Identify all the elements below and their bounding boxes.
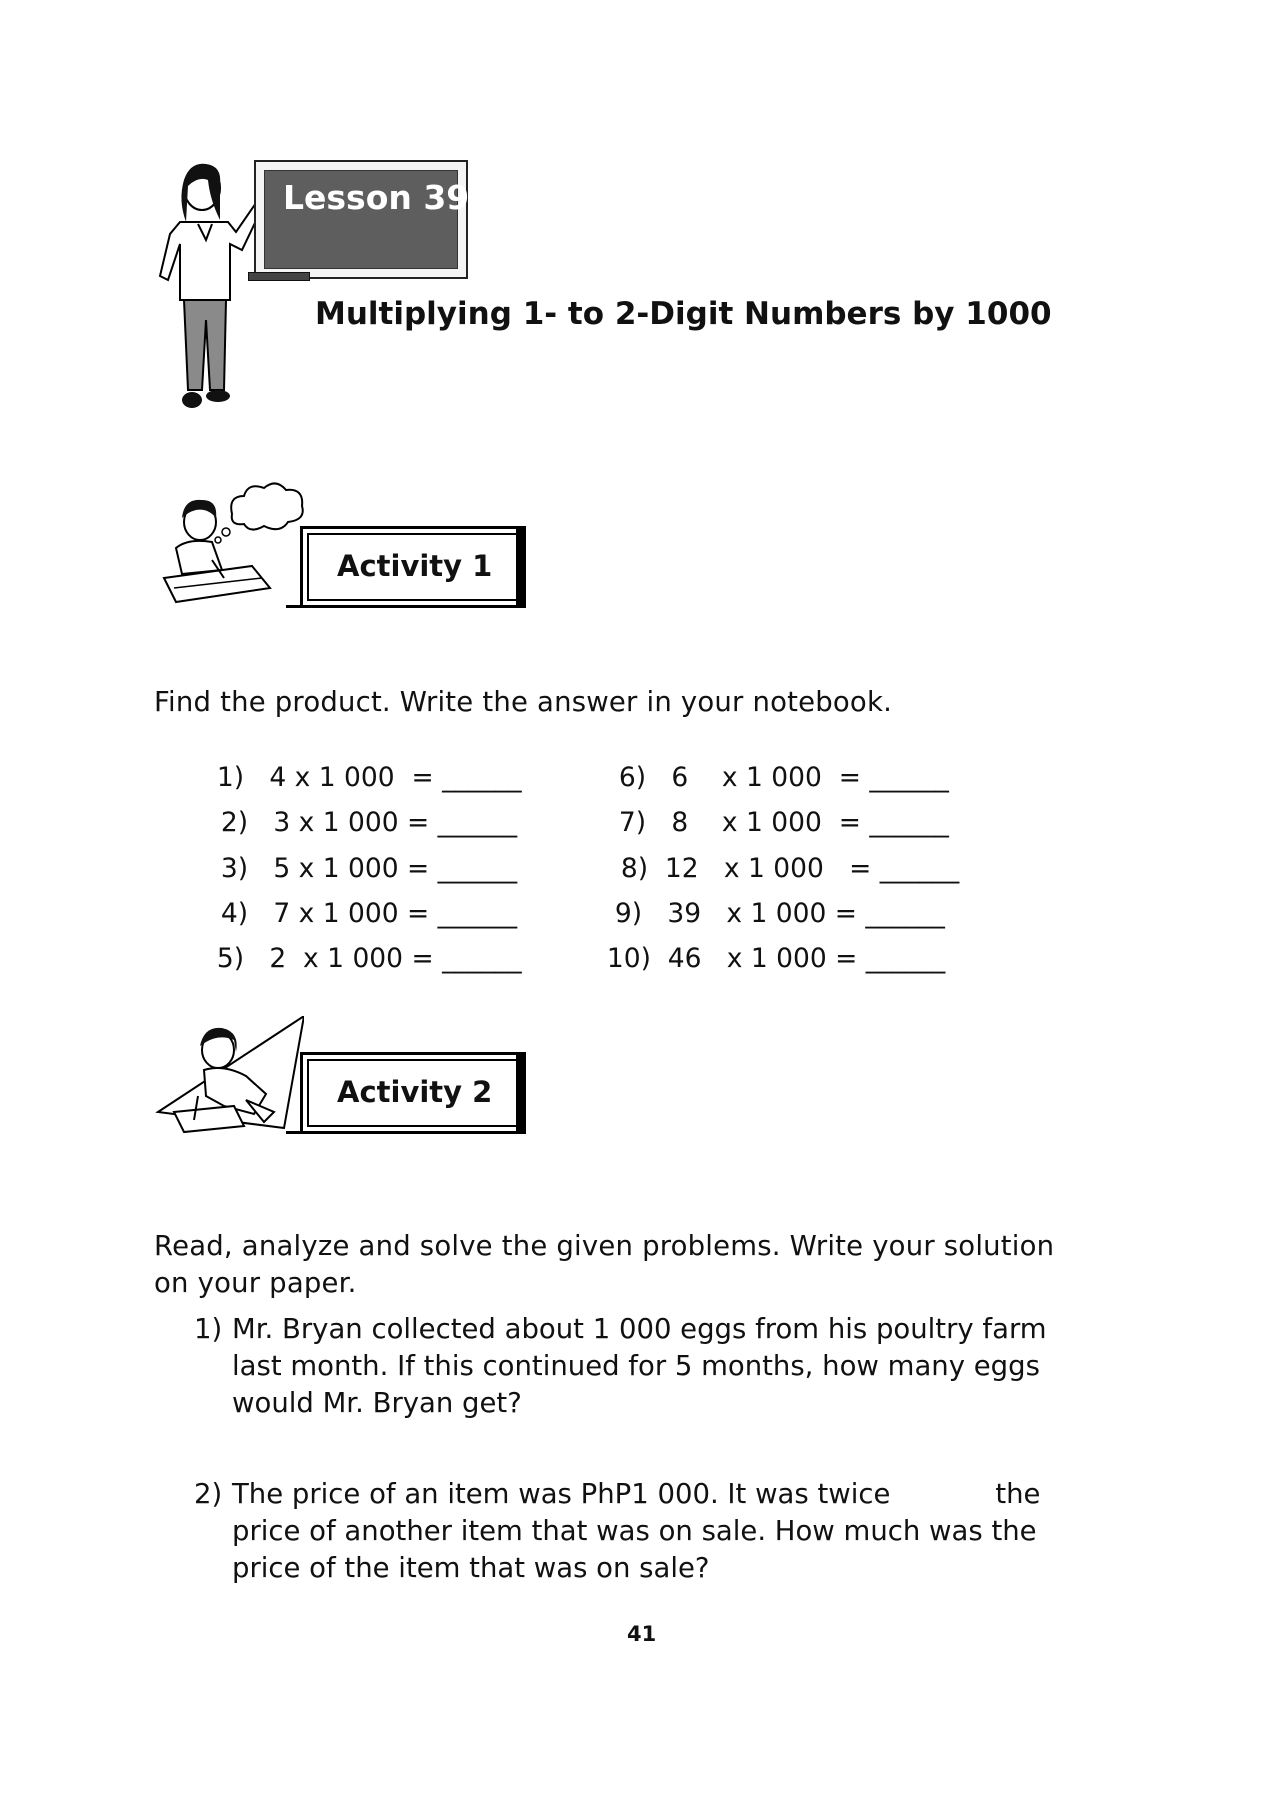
activity-2-instructions-line-1: Read, analyze and solve the given problems. Write your solution — [154, 1230, 1055, 1262]
page-number: 41 — [627, 1622, 657, 1646]
exercise-number: 1) — [216, 762, 245, 793]
exercise-problem: 3 x 1 000 = ______ — [273, 807, 518, 838]
chalkboard-tray — [248, 272, 310, 281]
drawing-girl-illustration — [154, 1016, 304, 1136]
exercise-number: 3) — [220, 853, 249, 884]
activity-1-label: Activity 1 — [337, 549, 493, 583]
exercise-number: 10) — [606, 943, 651, 974]
exercise-problem: 6 x 1 000 = ______ — [671, 762, 949, 793]
exercise-number: 9) — [614, 898, 643, 929]
word-problem-text: The price of an item was PhP1 000. It was twice the price of another item that was on sale. How much was the price of the item that was on sale? — [232, 1478, 1050, 1584]
exercise-problem: 7 x 1 000 = ______ — [273, 898, 518, 929]
exercise-problem: 46 x 1 000 = ______ — [667, 943, 946, 974]
banner-underline — [286, 605, 308, 608]
page-title: Multiplying 1- to 2-Digit Numbers by 1000 — [315, 296, 1052, 332]
exercise-problem: 8 x 1 000 = ______ — [671, 807, 949, 838]
activity-1-banner — [300, 526, 526, 608]
teacher-illustration — [150, 160, 270, 420]
exercise-number: 5) — [216, 943, 245, 974]
word-problem-number: 2) — [194, 1478, 223, 1510]
lesson-label: Lesson 39 — [283, 178, 470, 217]
exercise-number: 8) — [620, 853, 649, 884]
exercise-number: 7) — [618, 807, 647, 838]
exercise-problem: 39 x 1 000 = ______ — [667, 898, 945, 929]
activity-1-instructions: Find the product. Write the answer in your notebook. — [154, 686, 893, 718]
exercise-item — [200, 912, 522, 974]
word-problem-number: 1) — [194, 1313, 223, 1345]
exercise-number: 6) — [618, 762, 647, 793]
thinking-boy-illustration — [152, 478, 312, 610]
activity-2-instructions-line-2: on your paper. — [154, 1267, 357, 1299]
exercise-item — [590, 912, 945, 974]
exercise-problem: 2 x 1 000 = ______ — [269, 943, 522, 974]
word-problem-text: Mr. Bryan collected about 1 000 eggs from his poultry farm last month. If this continued for 5 months, how many eggs would Mr. Bryan get? — [232, 1313, 1047, 1419]
exercise-number: 2) — [220, 807, 249, 838]
exercise-problem: 12 x 1 000 = ______ — [664, 853, 960, 884]
exercise-problem: 4 x 1 000 = ______ — [269, 762, 522, 793]
activity-2-banner — [300, 1052, 526, 1134]
banner-underline — [286, 1131, 308, 1134]
exercise-problem: 5 x 1 000 = ______ — [273, 853, 518, 884]
exercise-number: 4) — [220, 898, 249, 929]
activity-2-label: Activity 2 — [337, 1075, 493, 1109]
